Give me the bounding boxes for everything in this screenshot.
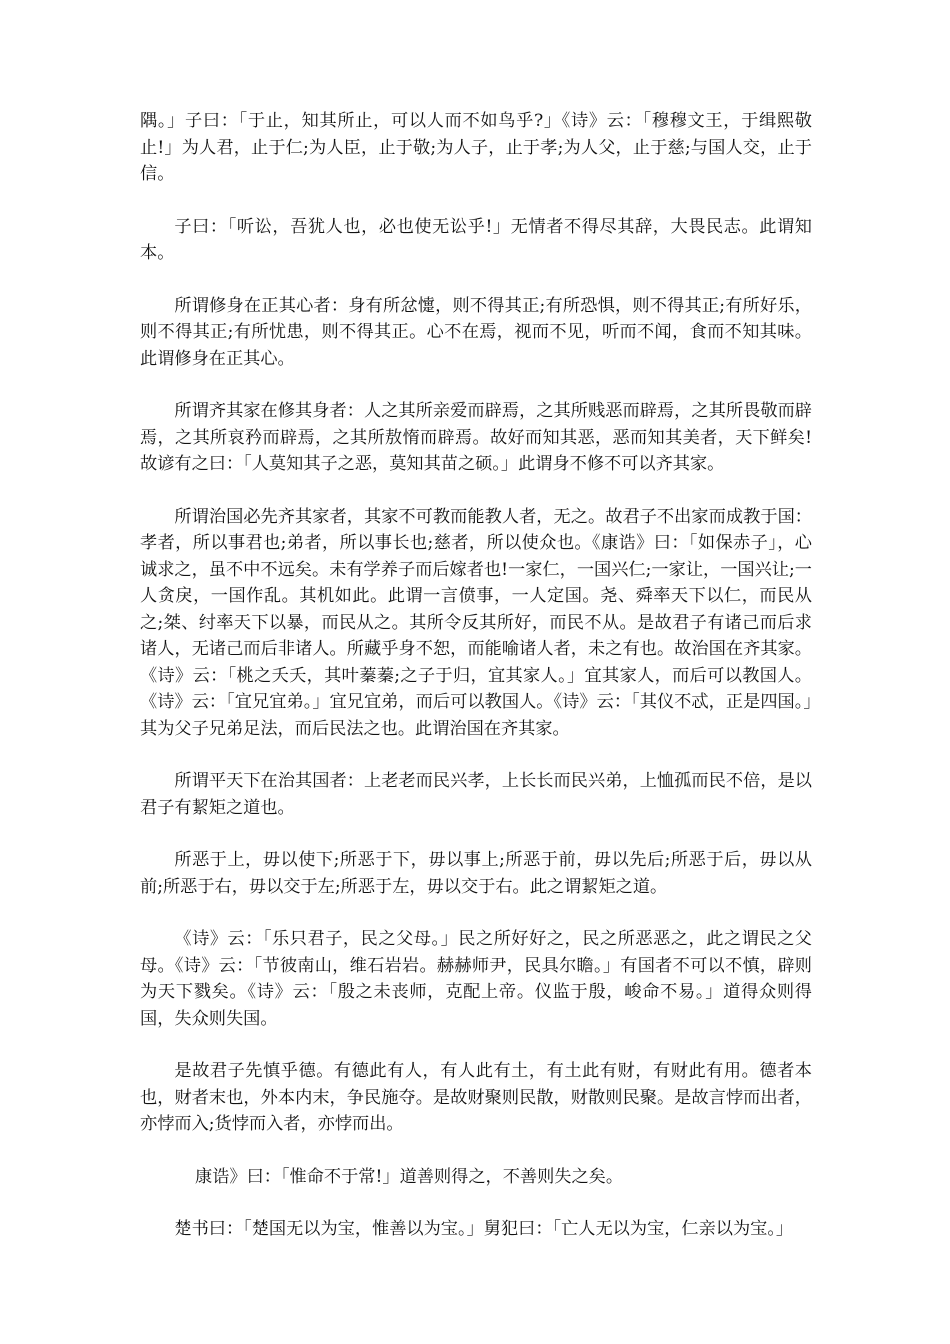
paragraph-4: 所谓齐其家在修其身者：人之其所亲爱而辟焉，之其所贱恶而辟焉，之其所畏敬而辟焉，之其所哀矜而辟焉，之其所敖惰而辟焉。故好而知其恶，恶而知其美者，天下鲜矣!故谚有之曰：「人莫知其子之恶，莫知其苗之硕。」此谓身不修不可以齐其家。	[140, 401, 812, 474]
paragraph-5: 所谓治国必先齐其家者，其家不可教而能教人者，无之。故君子不出家而成教于国：孝者，所以事君也;弟者，所以事长也;慈者，所以使众也。《康诰》曰：「如保赤子」，心诚求之，虽不中不远矣。未有学养子而后嫁者也!一家仁，一国兴仁;一家让，一国兴让;一人贪戾，一国作乱。其机如此。此谓一言偾事，一人定国。尧、舜率天下以仁，而民从之;桀、纣率天下以暴，而民从之。其所令反其所好，而民不从。是故君子有诸己而后求诸人，无诸己而后非诸人。所藏乎身不恕，而能喻诸人者，未之有也。故治国在齐其家。《诗》云：「桃之夭夭，其叶蓁蓁;之子于归，宜其家人。」宜其家人，而后可以教国人。《诗》云：「宜兄宜弟。」宜兄宜弟，而后可以教国人。《诗》云：「其仪不忒，正是四国。」其为父子兄弟足法，而后民法之也。此谓治国在齐其家。	[140, 506, 812, 739]
paragraph-11: 楚书曰：「楚国无以为宝，惟善以为宝。」舅犯曰：「亡人无以为宝，仁亲以为宝。」	[174, 1219, 794, 1239]
paragraph-8: 《诗》云：「乐只君子，民之父母。」民之所好好之，民之所恶恶之，此之谓民之父母。《诗》云：「节彼南山，维石岩岩。赫赫师尹，民具尔瞻。」有国者不可以不慎，辟则为天下戮矣。《诗》云：「殷之未丧师，克配上帝。仪监于殷，峻命不易。」道得众则得国，失众则失国。	[140, 929, 812, 1029]
paragraph-6: 所谓平天下在治其国者：上老老而民兴孝，上长长而民兴弟，上恤孤而民不倍，是以君子有絜矩之道也。	[140, 771, 812, 818]
paragraph-10: 康诰》曰：「惟命不于常!」道善则得之，不善则失之矣。	[195, 1166, 624, 1187]
paragraph-2: 子曰：「听讼，吾犹人也，必也使无讼乎!」无情者不得尽其辞，大畏民志。此谓知本。	[140, 216, 812, 263]
paragraph-9: 是故君子先慎乎德。有德此有人，有人此有土，有土此有财，有财此有用。德者本也，财者末也，外本内末，争民施夺。是故财聚则民散，财散则民聚。是故言悖而出者，亦悖而入;货悖而入者，亦悖而出。	[140, 1061, 812, 1134]
paragraph-7: 所恶于上，毋以使下;所恶于下，毋以事上;所恶于前，毋以先后;所恶于后，毋以从前;所恶于右，毋以交于左;所恶于左，毋以交于右。此之谓絜矩之道。	[140, 850, 812, 897]
paragraph-1: 隅。」子曰：「于止，知其所止，可以人而不如鸟乎?」《诗》云：「穆穆文王，于缉熙敬止!」为人君，止于仁;为人臣，止于敬;为人子，止于孝;为人父，止于慈;与国人交，止于信。	[140, 111, 812, 184]
document-body	[140, 108, 812, 1269]
paragraph-3: 所谓修身在正其心者：身有所忿懥，则不得其正;有所恐惧，则不得其正;有所好乐，则不得其正;有所忧患，则不得其正。心不在焉，视而不见，听而不闻，食而不知其味。此谓修身在正其心。	[140, 295, 812, 369]
